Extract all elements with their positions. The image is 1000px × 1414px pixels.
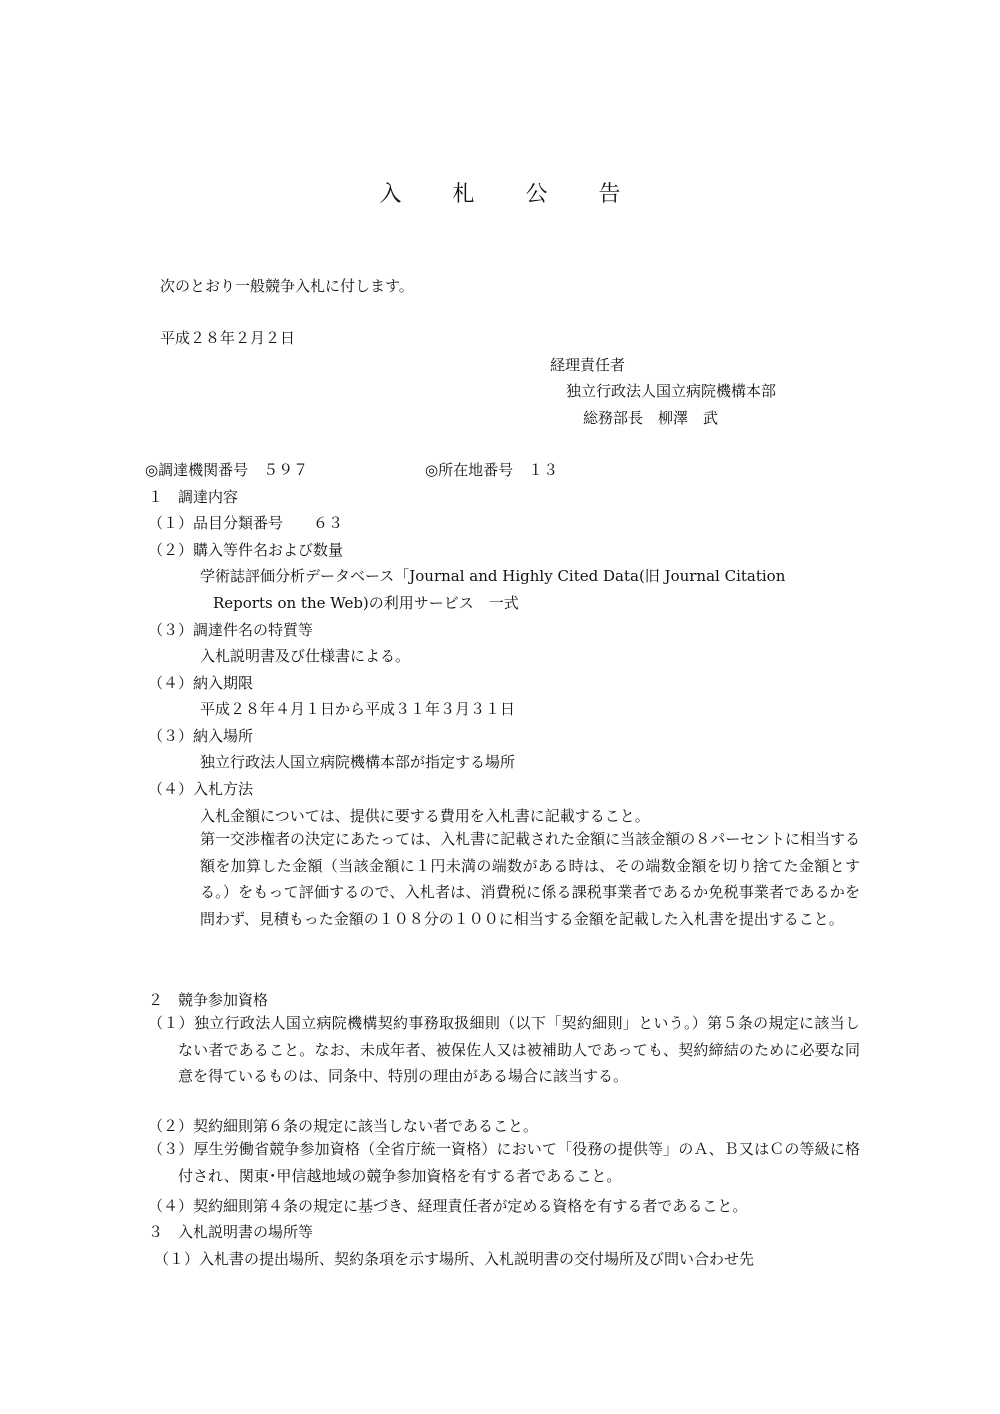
- section-1-item-4: （４）納入期限: [148, 674, 254, 692]
- section-1-item-2: （２）購入等件名および数量: [148, 541, 344, 559]
- issuer-org: 独立行政法人国立病院機構本部: [566, 382, 777, 400]
- location-code: ◎所在地番号 １３: [425, 461, 559, 479]
- section-1-item-6-para-1: 入札金額については、提供に要する費用を入札書に記載すること。: [200, 807, 650, 825]
- notice-date: 平成２８年２月２日: [160, 329, 296, 347]
- issuer-role: 経理責任者: [550, 356, 626, 374]
- section-3-item-1: （１）入札書の提出場所、契約条項を示す場所、入札説明書の交付場所及び問い合わせ先: [154, 1250, 755, 1268]
- intro-text: 次のとおり一般競争入札に付します。: [160, 277, 414, 295]
- section-1-item-4-body: 平成２８年４月１日から平成３１年３月３１日: [200, 700, 516, 718]
- section-1-item-1: （１）品目分類番号 ６３: [148, 514, 344, 532]
- section-1-heading: １ 調達内容: [148, 488, 239, 506]
- section-2-item-3: （３）厚生労働省競争参加資格（全省庁統一資格）において「役務の提供等」のＡ、Ｂ又はＣの等級に格付され、関東･甲信越地域の競争参加資格を有する者であること。: [148, 1140, 860, 1185]
- agency-code: ◎調達機関番号 ５９７: [145, 461, 309, 479]
- section-1-item-3-body: 入札説明書及び仕様書による。: [200, 647, 411, 665]
- section-3-heading: ３ 入札説明書の場所等: [148, 1223, 314, 1241]
- section-1-item-3: （３）調達件名の特質等: [148, 621, 314, 639]
- section-1-item-5: （３）納入場所: [148, 727, 254, 745]
- section-1-item-2-line-2: Reports on the Web)の利用サービス 一式: [213, 594, 519, 612]
- section-2-item-4: （４）契約細則第４条の規定に基づき、経理責任者が定める資格を有する者であること。: [148, 1197, 748, 1215]
- section-1-item-5-body: 独立行政法人国立病院機構本部が指定する場所: [200, 753, 516, 771]
- page-title: 入 札 公 告: [379, 182, 643, 207]
- section-1-item-6: （４）入札方法: [148, 780, 254, 798]
- issuer-person: 総務部長 柳澤 武: [583, 409, 719, 427]
- section-2-item-1: （１）独立行政法人国立病院機構契約事務取扱細則（以下「契約細則」という。）第５条の規定に該当しない者であること。なお、未成年者、被保佐人又は被補助人であっても、契約締結のために必要な同意を得ているものは、同条中、特別の理由がある場合に該当する。: [148, 1014, 860, 1086]
- section-2-item-2: （２）契約細則第６条の規定に該当しない者であること。: [148, 1117, 539, 1135]
- section-1-item-2-line-1: 学術誌評価分析データベース「Journal and Highly Cited Data(旧 Journal Citation: [200, 567, 786, 585]
- section-1-item-6-para-2: 第一交渉権者の決定にあたっては、入札書に記載された金額に当該金額の８パーセントに相当する額を加算した金額（当該金額に１円未満の端数がある時は、その端数金額を切り捨てた金額とする。）をもって評価するので、入札者は、消費税に係る課税事業者であるか免税事業者であるかを問わず、見積もった金額の１０８分の１００に相当する金額を記載した入札書を提出すること。: [200, 830, 860, 928]
- section-2-heading: ２ 競争参加資格: [148, 991, 269, 1009]
